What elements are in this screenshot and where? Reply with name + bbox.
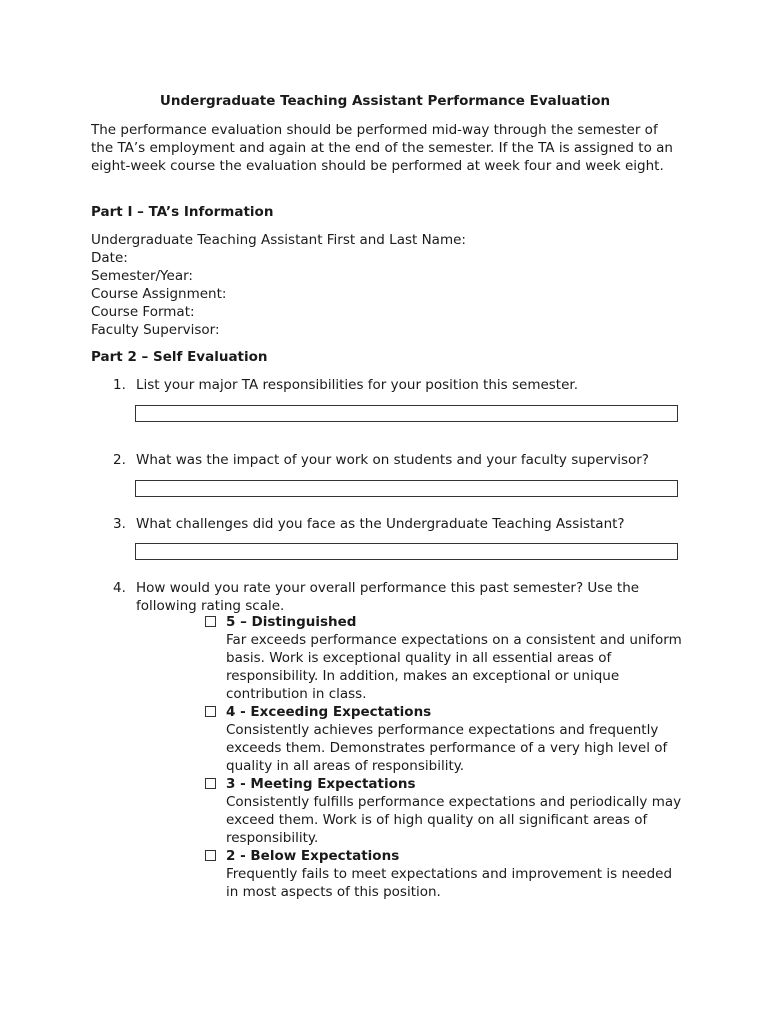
field-ta-name-label: Undergraduate Teaching Assistant First and Last Name: <box>91 232 466 248</box>
answer-box-3[interactable] <box>135 543 678 560</box>
field-course-format-label: Course Format: <box>91 304 195 320</box>
rating-title: 4 - Exceeding Expectations <box>226 704 432 720</box>
ta-info-fields <box>91 231 651 339</box>
rating-checkbox[interactable] <box>205 616 216 627</box>
answer-box-2[interactable] <box>135 480 678 497</box>
intro-paragraph: The performance evaluation should be performed mid-way through the semester of the TA’s employment and again at the end of the semester. If the TA is assigned to an eight-week course the evaluation should be performed at week four and week eight. <box>91 122 673 174</box>
question-text: What challenges did you face as the Undergraduate Teaching Assistant? <box>136 516 625 532</box>
question-text: How would you rate your overall performance this past semester? Use the following rating scale. <box>136 580 640 614</box>
question-number: 2. <box>113 452 126 468</box>
question-text: List your major TA responsibilities for your position this semester. <box>136 377 579 393</box>
rating-checkbox[interactable] <box>205 778 216 789</box>
question-number: 3. <box>113 516 126 532</box>
field-faculty-supervisor-label: Faculty Supervisor: <box>91 322 220 338</box>
rating-description: Consistently achieves performance expectations and frequently exceeds them. Demonstrates performance of a very high level of quality in all areas of responsibility. <box>226 722 668 774</box>
rating-option-4 <box>205 703 685 775</box>
field-date-label: Date: <box>91 250 128 266</box>
field-semester-label: Semester/Year: <box>91 268 193 284</box>
rating-description: Consistently fulfills performance expectations and periodically may exceed them. Work is of high quality on all significant areas of responsibility. <box>226 794 682 846</box>
page-title: Undergraduate Teaching Assistant Performance Evaluation <box>159 93 611 109</box>
field-course-assignment-label: Course Assignment: <box>91 286 227 302</box>
rating-description: Frequently fails to meet expectations and improvement is needed in most aspects of this position. <box>226 866 673 900</box>
rating-option-2 <box>205 847 685 901</box>
rating-description: Far exceeds performance expectations on a consistent and uniform basis. Work is exceptional quality in all essential areas of responsibility. In addition, makes an exceptional or unique contribution in class. <box>226 632 682 702</box>
rating-checkbox[interactable] <box>205 706 216 717</box>
rating-title: 2 - Below Expectations <box>226 848 400 864</box>
rating-title: 5 – Distinguished <box>226 614 357 630</box>
question-number: 1. <box>113 377 126 393</box>
answer-box-1[interactable] <box>135 405 678 422</box>
rating-checkbox[interactable] <box>205 850 216 861</box>
rating-scale <box>205 613 685 901</box>
question-number: 4. <box>113 580 126 596</box>
rating-option-3 <box>205 775 685 847</box>
rating-option-5 <box>205 613 685 703</box>
part1-heading: Part I – TA’s Information <box>91 204 274 220</box>
part2-heading: Part 2 – Self Evaluation <box>91 349 268 365</box>
rating-title: 3 - Meeting Expectations <box>226 776 416 792</box>
question-text: What was the impact of your work on students and your faculty supervisor? <box>136 452 649 468</box>
